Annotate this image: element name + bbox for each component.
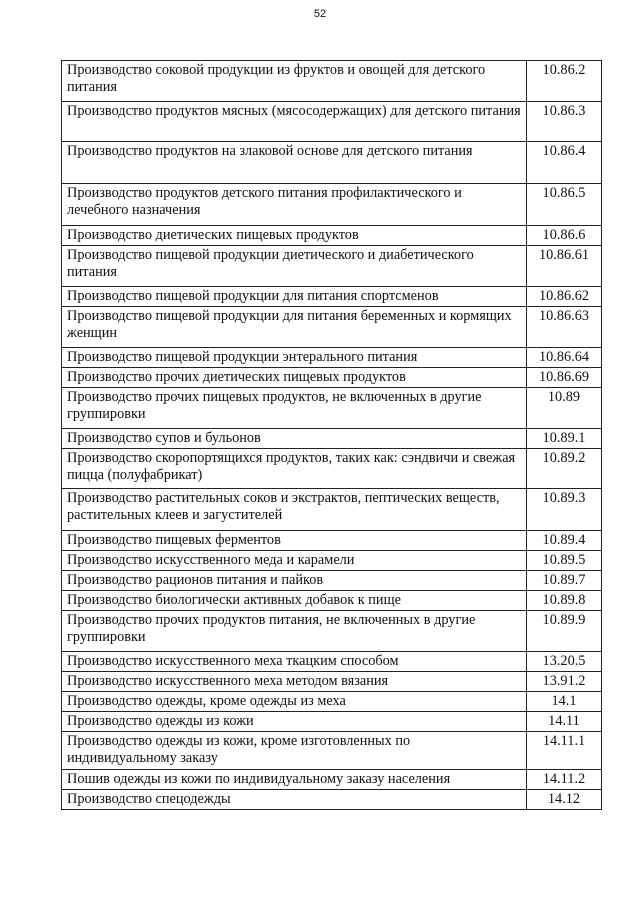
activity-code-cell: 10.89.9	[527, 611, 602, 652]
activity-code-cell: 10.86.5	[527, 184, 602, 226]
activity-code-cell: 10.86.4	[527, 142, 602, 184]
activity-code-cell: 10.89.3	[527, 489, 602, 531]
activity-code-cell: 14.11.2	[527, 770, 602, 790]
activity-name-cell: Производство продуктов на злаковой основе для детского питания	[62, 142, 527, 184]
table-row	[62, 307, 602, 348]
activity-name-cell: Производство спецодежды	[62, 790, 527, 810]
activity-name-cell: Производство пищевой продукции для питания беременных и кормящих женщин	[62, 307, 527, 348]
activity-name-cell: Производство пищевой продукции диетического и диабетического питания	[62, 246, 527, 287]
activity-name-cell: Производство одежды, кроме одежды из меха	[62, 692, 527, 712]
table-row	[62, 102, 602, 142]
activity-name-cell: Производство пищевой продукции для питания спортсменов	[62, 287, 527, 307]
table-row	[62, 652, 602, 672]
activity-code-cell: 14.1	[527, 692, 602, 712]
activity-code-cell: 10.89.4	[527, 531, 602, 551]
table-row	[62, 551, 602, 571]
activity-name-cell: Производство одежды из кожи, кроме изготовленных по индивидуальному заказу	[62, 732, 527, 770]
activity-codes-table	[61, 60, 602, 810]
table-row	[62, 790, 602, 810]
activity-code-cell: 13.91.2	[527, 672, 602, 692]
table-row	[62, 591, 602, 611]
activity-name-cell: Производство диетических пищевых продуктов	[62, 226, 527, 246]
activity-code-cell: 10.86.62	[527, 287, 602, 307]
activity-code-cell: 14.11	[527, 712, 602, 732]
table-row	[62, 489, 602, 531]
activity-name-cell: Производство пищевых ферментов	[62, 531, 527, 551]
activity-name-cell: Производство искусственного меха методом вязания	[62, 672, 527, 692]
table-row	[62, 672, 602, 692]
table-row	[62, 226, 602, 246]
table-row	[62, 732, 602, 770]
table-row	[62, 692, 602, 712]
activity-code-cell: 10.89	[527, 388, 602, 429]
activity-code-cell: 10.89.5	[527, 551, 602, 571]
activity-name-cell: Производство скоропортящихся продуктов, таких как: сэндвичи и свежая пицца (полуфабрикат)	[62, 449, 527, 489]
table-row	[62, 712, 602, 732]
activity-name-cell: Производство прочих диетических пищевых продуктов	[62, 368, 527, 388]
activity-name-cell: Производство искусственного меха ткацким способом	[62, 652, 527, 672]
table-row	[62, 142, 602, 184]
table-row	[62, 184, 602, 226]
activity-code-cell: 14.11.1	[527, 732, 602, 770]
table-row	[62, 429, 602, 449]
activity-name-cell: Производство одежды из кожи	[62, 712, 527, 732]
activity-code-cell: 10.86.64	[527, 348, 602, 368]
table-row	[62, 449, 602, 489]
table-row	[62, 611, 602, 652]
activity-code-cell: 10.86.3	[527, 102, 602, 142]
activity-code-cell: 10.89.8	[527, 591, 602, 611]
activity-name-cell: Производство прочих продуктов питания, не включенных в другие группировки	[62, 611, 527, 652]
activity-code-cell: 10.89.7	[527, 571, 602, 591]
activity-code-cell: 10.86.2	[527, 61, 602, 102]
activity-code-cell: 10.86.69	[527, 368, 602, 388]
activity-code-cell: 10.89.2	[527, 449, 602, 489]
activity-name-cell: Производство искусственного меда и карамели	[62, 551, 527, 571]
activity-name-cell: Производство пищевой продукции энтерального питания	[62, 348, 527, 368]
activity-code-cell: 14.12	[527, 790, 602, 810]
table-row	[62, 770, 602, 790]
activity-name-cell: Производство соковой продукции из фруктов и овощей для детского питания	[62, 61, 527, 102]
table-row	[62, 348, 602, 368]
activity-name-cell: Производство биологически активных добавок к пище	[62, 591, 527, 611]
activity-code-cell: 13.20.5	[527, 652, 602, 672]
activity-name-cell: Производство продуктов мясных (мясосодержащих) для детского питания	[62, 102, 527, 142]
activity-name-cell: Производство растительных соков и экстрактов, пептических веществ, растительных клеев и загустителей	[62, 489, 527, 531]
activity-code-cell: 10.86.6	[527, 226, 602, 246]
activity-code-cell: 10.86.63	[527, 307, 602, 348]
table-row	[62, 388, 602, 429]
activity-code-cell: 10.89.1	[527, 429, 602, 449]
table-row	[62, 287, 602, 307]
table-row	[62, 61, 602, 102]
activity-name-cell: Производство прочих пищевых продуктов, не включенных в другие группировки	[62, 388, 527, 429]
table-row	[62, 368, 602, 388]
table-row	[62, 571, 602, 591]
activity-name-cell: Пошив одежды из кожи по индивидуальному заказу населения	[62, 770, 527, 790]
activity-code-cell: 10.86.61	[527, 246, 602, 287]
page-number: 52	[313, 8, 327, 20]
activity-name-cell: Производство рационов питания и пайков	[62, 571, 527, 591]
activity-name-cell: Производство супов и бульонов	[62, 429, 527, 449]
table-row	[62, 531, 602, 551]
table-row	[62, 246, 602, 287]
table-body	[62, 61, 602, 810]
activity-name-cell: Производство продуктов детского питания профилактического и лечебного назначения	[62, 184, 527, 226]
